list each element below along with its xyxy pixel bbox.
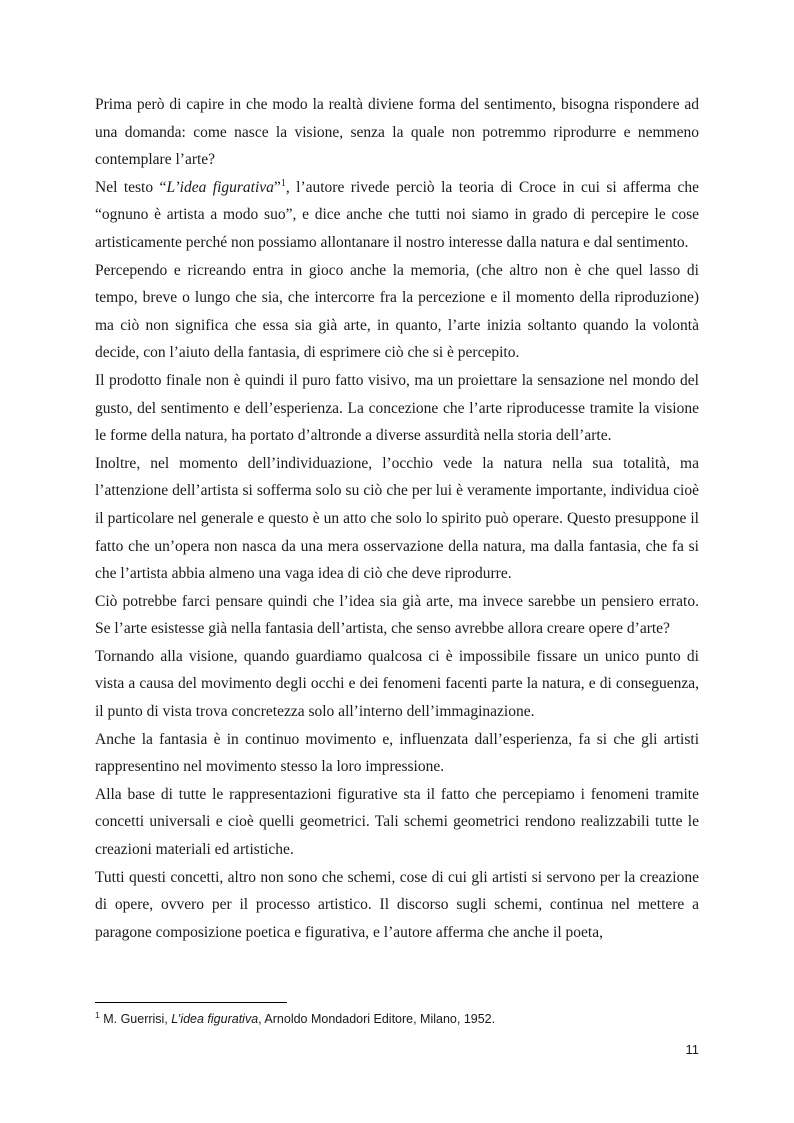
paragraph: Ciò potrebbe farci pensare quindi che l’idea sia già arte, ma invece sarebbe un pensiero errato. Se l’arte esistesse già nella fantasia dell’artista, che senso avrebbe allora creare opere d’arte? bbox=[95, 592, 699, 638]
paragraph: Inoltre, nel momento dell’individuazione, l’occhio vede la natura nella sua totalità, ma l’attenzione dell’artista si sofferma solo su ciò che per lui è veramente importante, individua cioè il particolare nel generale e questo è un atto che solo lo spirito può operare. Questo presuppone il fatto che un’opera non nasca da una mera osservazione della natura, ma dalla fantasia, che fa si che l’artista abbia almeno una vaga idea di ciò che deve riprodurre. bbox=[95, 454, 699, 583]
footnote-separator bbox=[95, 1002, 287, 1003]
footnote bbox=[95, 1010, 699, 1028]
footnote-author: M. Guerrisi, bbox=[103, 1012, 172, 1026]
text-run: , l’autore rivede perciò la teoria di Croce in cui si afferma che “ognuno è artista a modo suo”, e dice anche che tutti noi siamo in grado di percepire le cose artisticamente perché non possiamo allontanare il nostro interesse dalla natura e dal sentimento. bbox=[95, 178, 699, 251]
paragraph: Anche la fantasia è in continuo movimento e, influenzata dall’esperienza, fa si che gli artisti rappresentino nel movimento stesso la loro impressione. bbox=[95, 730, 699, 776]
paragraph: Percependo e ricreando entra in gioco anche la memoria, (che altro non è che quel lasso di tempo, breve o lungo che sia, che intercorre fra la percezione e il momento della riproduzione) ma ciò non significa che essa sia già arte, in quanto, l’arte inizia soltanto quando la volontà decide, con l’aiuto della fantasia, di esprimere ciò che si è percepito. bbox=[95, 261, 699, 362]
paragraph: Prima però di capire in che modo la realtà diviene forma del sentimento, bisogna rispondere ad una domanda: come nasce la visione, senza la quale non potremmo riprodurre e nemmeno contemplare l’arte? bbox=[95, 96, 699, 169]
text-run: Nel testo “ bbox=[95, 178, 167, 196]
footnote-number: 1 bbox=[95, 1009, 100, 1020]
text-run: ” bbox=[273, 178, 281, 196]
book-title: L’idea figurativa bbox=[166, 178, 274, 196]
paragraph: Alla base di tutte le rappresentazioni figurative sta il fatto che percepiamo i fenomeni tramite concetti universali e cioè quelli geometrici. Tali schemi geometrici rendono realizzabili tutte le creazioni materiali ed artistiche. bbox=[95, 785, 699, 859]
paragraph: Tornando alla visione, quando guardiamo qualcosa ci è impossibile fissare un unico punto di vista a causa del movimento degli occhi e dei fenomeni facenti parte la natura, e di conseguenza, il punto di vista trova concretezza solo all’interno dell’immaginazione. bbox=[95, 647, 699, 721]
footnote-title: L’idea figurativa bbox=[171, 1012, 259, 1026]
body-text bbox=[95, 91, 699, 946]
footnote-reference[interactable]: 1 bbox=[280, 177, 286, 189]
footnote-details: , Arnoldo Mondadori Editore, Milano, 1952. bbox=[258, 1012, 496, 1026]
paragraph bbox=[95, 174, 699, 257]
paragraph: Il prodotto finale non è quindi il puro fatto visivo, ma un proiettare la sensazione nel mondo del gusto, del sentimento e dell’esperienza. La concezione che l’arte riproducesse tramite la visione le forme della natura, ha portato d’altronde a diverse assurdità nella storia dell’arte. bbox=[95, 371, 699, 445]
paragraph: Tutti questi concetti, altro non sono che schemi, cose di cui gli artisti si servono per la creazione di opere, ovvero per il processo artistico. Il discorso sugli schemi, continua nel mettere a paragone composizione poetica e figurativa, e l’autore afferma che anche il poeta, bbox=[95, 868, 699, 941]
page-number: 11 bbox=[685, 1042, 699, 1057]
